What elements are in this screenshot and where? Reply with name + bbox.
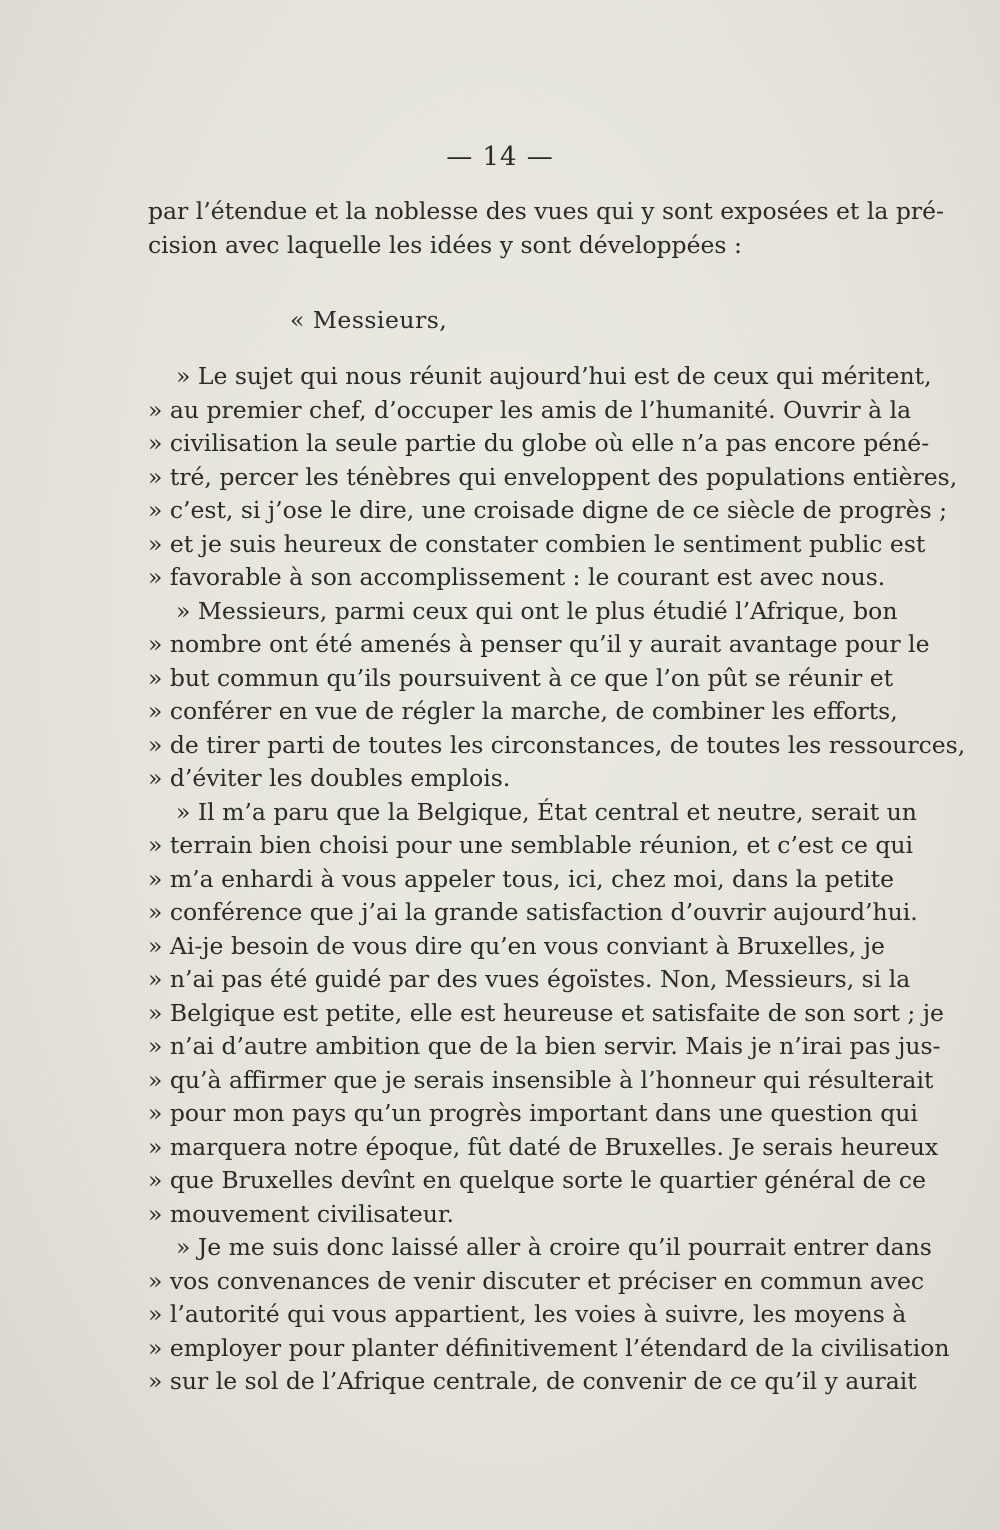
text-line: » conférer en vue de régler la marche, de combiner les efforts, [148,697,898,725]
text-line: » nombre ont été amenés à penser qu’il y aurait avantage pour le [148,630,930,658]
text-line: » Le sujet qui nous réunit aujourd’hui est de ceux qui méritent, [176,362,932,390]
page-number: — 14 — [446,142,554,172]
text-line: » et je suis heureux de constater combien le sentiment public est [148,529,926,558]
text-line: » employer pour planter définitivement l’étendard de la civilisation [148,1333,950,1362]
intro-paragraph [148,195,944,262]
text-line: » civilisation la seule partie du globe où elle n’a pas encore péné- [148,429,930,457]
text-line: » c’est, si j’ose le dire, une croisade digne de ce siècle de progrès ; [148,496,948,524]
text-line: » n’ai d’autre ambition que de la bien servir. Mais je n’irai pas jus- [148,1032,941,1060]
text-line: » but commun qu’ils poursuivent à ce que l’on pût se réunir et [148,663,894,692]
text-line: » sur le sol de l’Afrique centrale, de convenir de ce qu’il y aurait [148,1367,917,1395]
text-line: » pour mon pays qu’un progrès important dans une question qui [148,1099,918,1127]
text-line: » d’éviter les doubles emplois. [148,764,511,792]
salutation: « Messieurs, [290,306,448,334]
text-line: » Messieurs, parmi ceux qui ont le plus étudié l’Afrique, bon [176,596,898,625]
quoted-speech [148,360,966,1399]
text-line: » qu’à affirmer que je serais insensible à l’honneur qui résulterait [148,1065,934,1094]
text-line: » Belgique est petite, elle est heureuse et satisfaite de son sort ; je [148,998,944,1027]
text-line: » tré, percer les ténèbres qui enveloppent des populations entières, [148,462,958,491]
text-line: » n’ai pas été guidé par des vues égoïstes. Non, Messieurs, si la [148,965,911,993]
text-line: » conférence que j’ai la grande satisfaction d’ouvrir aujourd’hui. [148,898,918,926]
text-line: » que Bruxelles devînt en quelque sorte le quartier général de ce [148,1166,926,1194]
text-line: cision avec laquelle les idées y sont développées : [148,230,742,259]
text-line: » mouvement civilisateur. [148,1199,455,1228]
text-line: » m’a enhardi à vous appeler tous, ici, chez moi, dans la petite [148,864,895,893]
text-line: » au premier chef, d’occuper les amis de l’humanité. Ouvrir à la [148,395,912,424]
text-line: » de tirer parti de toutes les circonstances, de toutes les ressources, [148,730,966,759]
text-line: » Ai-je besoin de vous dire qu’en vous conviant à Bruxelles, je [148,931,885,960]
text-line: » Je me suis donc laissé aller à croire qu’il pourrait entrer dans [176,1233,932,1261]
text-line: » l’autorité qui vous appartient, les voies à suivre, les moyens à [148,1300,907,1328]
text-line: » marquera notre époque, fût daté de Bruxelles. Je serais heureux [148,1132,939,1161]
text-line: » favorable à son accomplissement : le courant est avec nous. [148,563,886,591]
text-line: » terrain bien choisi pour une semblable réunion, et c’est ce qui [148,831,914,859]
text-line: » vos convenances de venir discuter et préciser en commun avec [148,1266,925,1295]
text-line: par l’étendue et la noblesse des vues qui y sont exposées et la pré- [148,197,944,225]
text-line: » Il m’a paru que la Belgique, État central et neutre, serait un [176,797,917,826]
